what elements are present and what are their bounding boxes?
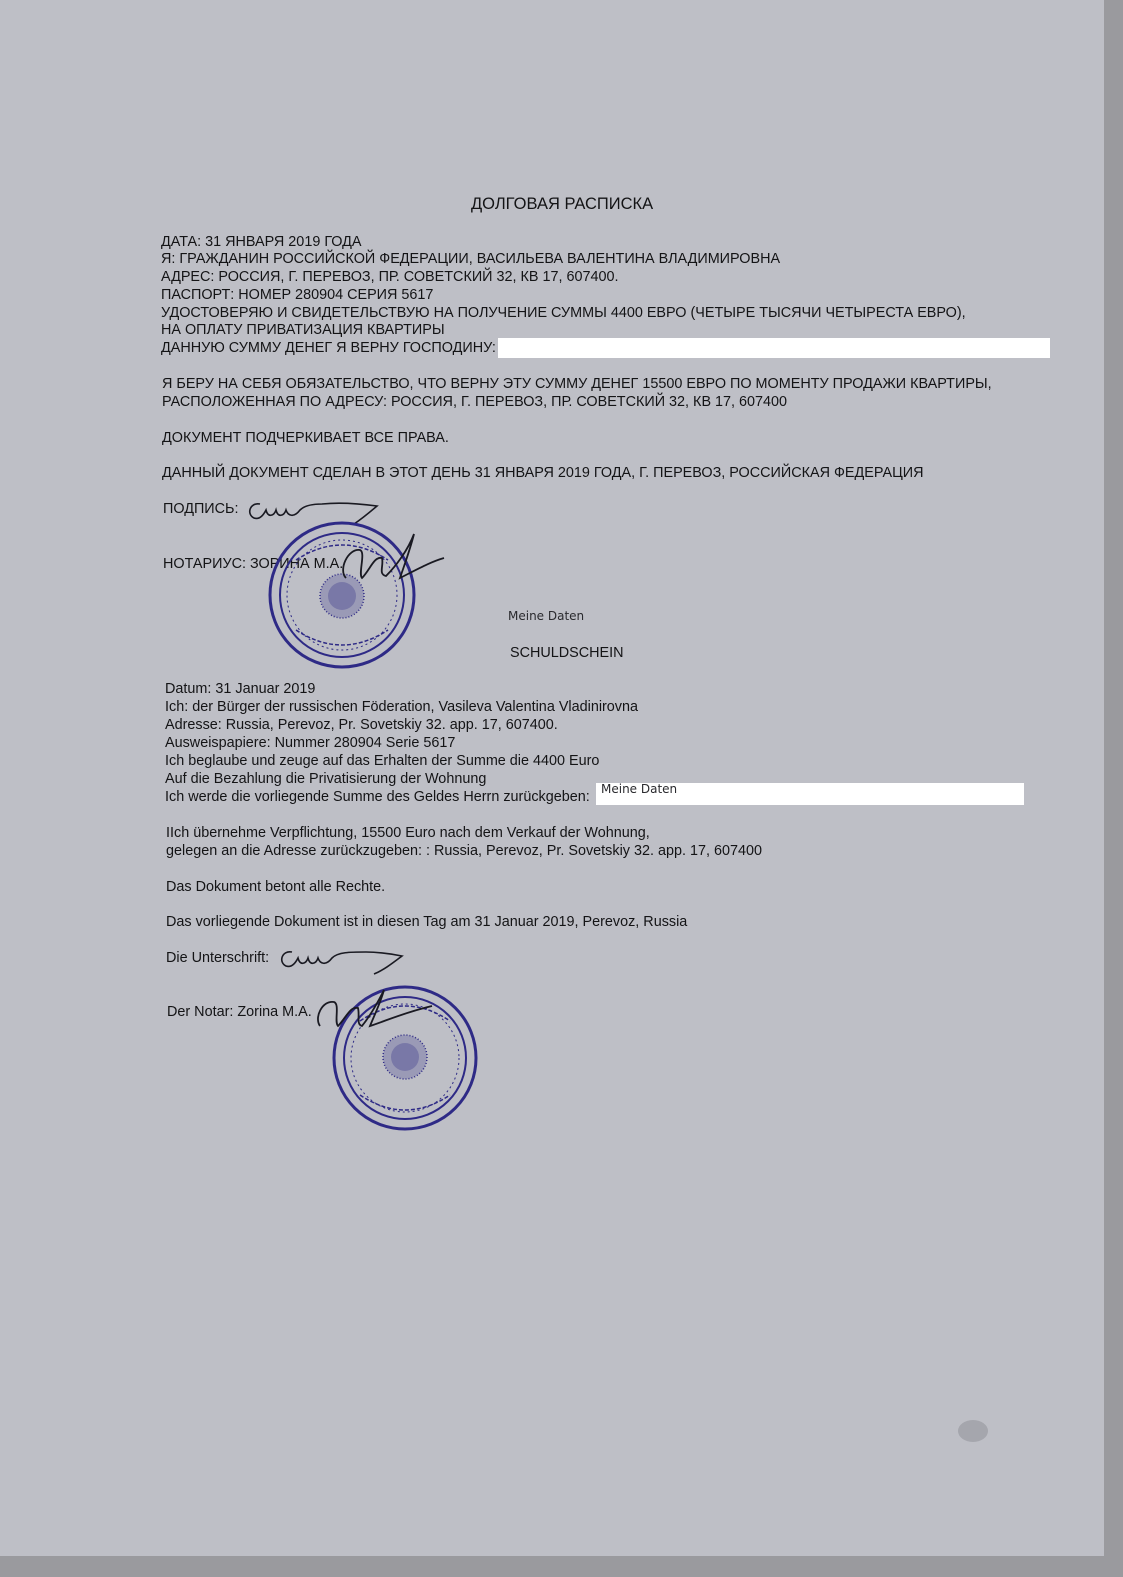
russian-obligation-line-1: Я БЕРУ НА СЕБЯ ОБЯЗАТЕЛЬСТВО, ЧТО ВЕРНУ ЭТУ СУММУ ДЕНЕГ 15500 ЕВРО ПО МОМЕНТУ ПРОДАЖИ КВАРТИРЫ, xyxy=(162,376,992,392)
russian-made-line: ДАННЫЙ ДОКУМЕНТ СДЕЛАН В ЭТОТ ДЕНЬ 31 ЯНВАРЯ 2019 ГОДА, Г. ПЕРЕВОЗ, РОССИЙСКАЯ ФЕДЕРАЦИЯ xyxy=(162,465,924,481)
paper-smudge xyxy=(958,1420,988,1442)
german-receipt-line: Ich beglaube und zeuge auf das Erhalten der Summe die 4400 Euro xyxy=(165,753,600,769)
scan-edge-right xyxy=(1104,0,1123,1577)
german-return-line: Ich werde die vorliegende Summe des Geldes Herrn zurückgeben: xyxy=(165,789,590,805)
german-obligation-line-1: IIch übernehme Verpflichtung, 15500 Euro nach dem Verkauf der Wohnung, xyxy=(166,825,650,841)
signature-notary-russian xyxy=(326,530,456,600)
german-passport-line: Ausweispapiere: Nummer 280904 Serie 5617 xyxy=(165,735,456,751)
signature-german xyxy=(276,942,411,984)
russian-citizen-line: Я: ГРАЖДАНИН РОССИЙСКОЙ ФЕДЕРАЦИИ, ВАСИЛЬЕВА ВАЛЕНТИНА ВЛАДИМИРОВНА xyxy=(161,251,781,267)
russian-notary-label: НОТАРИУС: ЗОРИНА М.А. xyxy=(163,556,344,572)
meine-daten-top: Meine Daten xyxy=(508,609,585,623)
german-address-line: Adresse: Russia, Perevoz, Pr. Sovetskiy 32. app. 17, 607400. xyxy=(165,717,558,733)
german-obligation-line-2: gelegen an die Adresse zurückzugeben: : Russia, Perevoz, Pr. Sovetskiy 32. app. 17, 607400 xyxy=(166,843,762,859)
german-title: SCHULDSCHEIN xyxy=(510,645,624,661)
german-made-line: Das vorliegende Dokument ist in diesen Tag am 31 Januar 2019, Perevoz, Russia xyxy=(166,914,688,930)
russian-title: ДОЛГОВАЯ РАСПИСКА xyxy=(471,195,654,213)
russian-return-line: ДАННУЮ СУММУ ДЕНЕГ Я ВЕРНУ ГОСПОДИНУ: xyxy=(161,340,496,356)
russian-obligation-line-2: РАСПОЛОЖЕННАЯ ПО АДРЕСУ: РОССИЯ, Г. ПЕРЕВОЗ, ПР. СОВЕТСКИЙ 32, КВ 17, 607400 xyxy=(162,394,788,410)
russian-rights-line: ДОКУМЕНТ ПОДЧЕРКИВАЕТ ВСЕ ПРАВА. xyxy=(162,430,449,446)
signature-notary-german xyxy=(310,986,440,1042)
german-date-line: Datum: 31 Januar 2019 xyxy=(165,681,316,697)
russian-address-line: АДРЕС: РОССИЯ, Г. ПЕРЕВОЗ, ПР. СОВЕТСКИЙ 32, КВ 17, 607400. xyxy=(161,269,619,285)
russian-passport-line: ПАСПОРТ: НОМЕР 280904 СЕРИЯ 5617 xyxy=(161,287,434,303)
german-notary-label: Der Notar: Zorina M.A. xyxy=(167,1004,312,1020)
german-citizen-line: Ich: der Bürger der russischen Föderation, Vasileva Valentina Vladinirovna xyxy=(165,699,639,715)
russian-receipt-line: УДОСТОВЕРЯЮ И СВИДЕТЕЛЬСТВУЮ НА ПОЛУЧЕНИЕ СУММЫ 4400 ЕВРО (ЧЕТЫРЕ ТЫСЯЧИ ЧЕТЫРЕСТА ЕВРО), xyxy=(161,305,966,321)
meine-daten-inline: Meine Daten xyxy=(601,782,678,796)
russian-purpose-line: НА ОПЛАТУ ПРИВАТИЗАЦИЯ КВАРТИРЫ xyxy=(161,322,445,338)
redaction-bar-russian xyxy=(498,338,1050,358)
german-signature-label: Die Unterschrift: xyxy=(166,950,270,966)
russian-date-line: ДАТА: 31 ЯНВАРЯ 2019 ГОДА xyxy=(161,234,362,250)
scan-edge-bottom xyxy=(0,1556,1123,1577)
german-purpose-line: Auf die Bezahlung die Privatisierung der Wohnung xyxy=(165,771,487,787)
russian-signature-label: ПОДПИСЬ: xyxy=(163,501,239,517)
german-rights-line: Das Dokument betont alle Rechte. xyxy=(166,879,386,895)
